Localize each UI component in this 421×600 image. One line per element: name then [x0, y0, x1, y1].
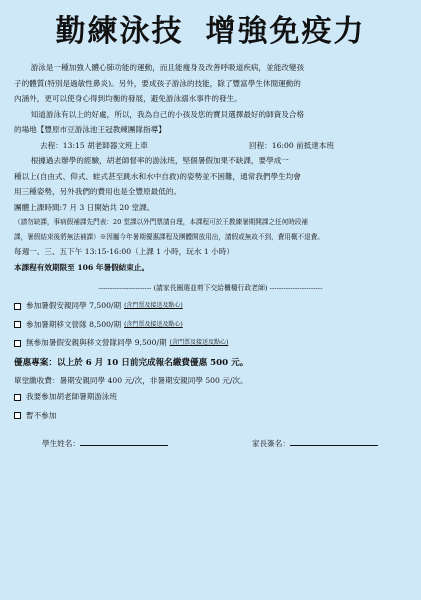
option-checkbox-2[interactable] — [14, 321, 21, 328]
student-name-field[interactable] — [14, 437, 252, 449]
intro-line-2: 子的體質(特別是過敏性鼻炎)。另外，要成孩子游泳的技能，除了豐富學生休閒運動的 — [14, 78, 301, 88]
student-name-line[interactable] — [80, 437, 168, 446]
signature-row — [14, 437, 407, 449]
option-note-3: (含門票及接送及點心) — [169, 339, 229, 346]
experience-line-1: 根據過去辦學的經驗，胡老師督率的游泳班，堅個暑假加果不缺課，要學成一 — [30, 156, 289, 165]
student-name-label: 學生姓名： — [42, 439, 80, 448]
intro-line-1: 游泳是一種加強人體心肺功能的運動，而且能瘦身及改善呼吸道疾病，並能改變孩 — [30, 63, 305, 72]
title-part2: 增強免疫力 — [205, 14, 366, 49]
notice-line-2: 課，暑假結束後將無法補課）※因屬今年暑期優惠課程及團體開放用出，請假或無故不到，費用概不退費。 — [14, 232, 324, 241]
option-label-2: 參加暑期移文營隊 8,500/期 — [26, 319, 122, 329]
option-row-3[interactable] — [14, 334, 407, 353]
class-times: 每週一、三、五下午 13:15-16:00（上課 1 小時，玩水 1 小時） — [14, 247, 234, 256]
page-title — [14, 12, 407, 52]
intro-line-5: 的場地【豐原市豆游泳池王冠教練團隊指導】 — [14, 125, 166, 134]
option-checkbox-1[interactable] — [14, 303, 21, 310]
notice-line-1: （請勿缺課，事病假補課先門表：20 堂課以外門票請自理，本課程可於王教練暑期開課之任何時段補 — [14, 218, 309, 226]
deadline: 本課程有效期限至 106 年暑假結束止。 — [14, 262, 150, 272]
single-fee: 單堂繳收費：暑期安親同學 400 元/次，非暑期安親同學 500 元/次。 — [14, 375, 248, 385]
parent-signature-line[interactable] — [290, 437, 378, 446]
choice-label-decline: 暫不參加 — [26, 410, 57, 420]
title-part1: 勤練泳技 — [55, 14, 184, 49]
promo-text: 優惠專案：以上於 6 月 10 日前完成報名繳費優惠 500 元。 — [14, 357, 249, 368]
option-checkbox-3[interactable] — [14, 340, 21, 347]
start-info: 團體上課時間:7 月 3 日開始共 20 堂課。 — [14, 202, 155, 212]
choice-row-decline[interactable] — [14, 407, 407, 426]
choice-checkbox-join[interactable] — [14, 394, 21, 401]
option-note-1: (含門票及接送及點心) — [124, 302, 183, 309]
cut-separator: ----------------------- (請家長圈選並剪下交給櫃檯行政老師) ----------------------- — [98, 284, 323, 292]
intro-line-4: 知道游泳有以上的好處，所以，我為自己的小孩及您的寶貝選擇最好的師資及合格 — [30, 109, 305, 119]
parent-signature-field[interactable] — [252, 437, 378, 449]
option-note-2: (含門票及接送及點心) — [124, 320, 183, 328]
choice-label-join: 我要參加胡老師暑期游泳班 — [26, 392, 118, 401]
departure-time: 去程：13:15 胡老師器文班上車 — [40, 140, 148, 150]
parent-signature-label: 家長簽名： — [252, 439, 290, 448]
option-label-3: 無參加暑假安親與移文營隊同學 9,500/期 — [26, 338, 167, 347]
choice-checkbox-decline[interactable] — [14, 412, 21, 419]
experience-line-2: 種以上(自由式、仰式、蛙式甚至跳水和水中自救)的姿勢並不困難，通常我們學生均會 — [14, 171, 301, 181]
option-row-2[interactable] — [14, 316, 407, 335]
intro-line-3: 內涵外，更可以使身心得到均衡的發展，避免游泳溺水事件的發生。 — [14, 94, 242, 103]
schedule-row — [14, 138, 407, 154]
option-label-1: 參加暑假安親同學 7,500/期 — [26, 301, 122, 310]
experience-line-3: 用三種姿勢，另外我們的費用也是全豐原最低的。 — [14, 187, 182, 196]
choice-row-join[interactable] — [14, 388, 407, 407]
option-row-1[interactable] — [14, 297, 407, 316]
return-time: 回程：16:00 前抵達本班 — [249, 140, 335, 150]
